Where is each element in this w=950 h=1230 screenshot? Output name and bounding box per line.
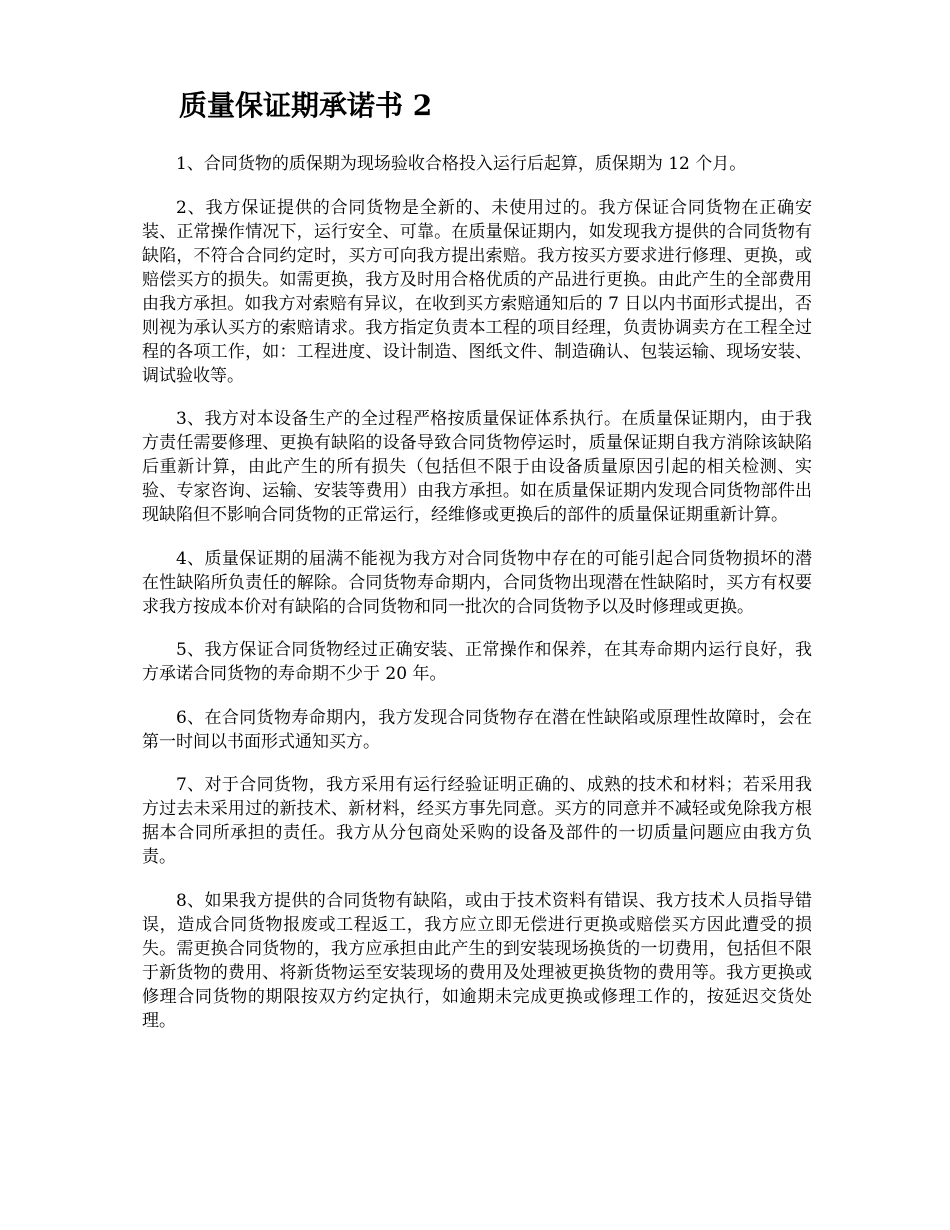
clause-8: 8、如果我方提供的合同货物有缺陷，或由于技术资料有错误、我方技术人员指导错误，造成合同货物报废或工程返工，我方应立即无偿进行更换或赔偿买方因此遭受的损失。需更换合同货物的，我方应承担由此产生的到安装现场换货的一切费用，包括但不限于新货物的费用、将新货物运至安装现场的费用及处理被更换货物的费用等。我方更换或修理合同货物的期限按双方约定执行，如逾期未完成更换或修理工作的，按延迟交货处理。 [142, 890, 812, 1031]
clause-6: 6、在合同货物寿命期内，我方发现合同货物存在潜在性缺陷或原理性故障时，会在第一时间以书面形式通知买方。 [142, 707, 812, 752]
clause-1: 1、合同货物的质保期为现场验收合格投入运行后起算，质保期为 12 个月。 [176, 154, 747, 174]
document-body [142, 152, 812, 1033]
clause-2: 2、我方保证提供的合同货物是全新的、未使用过的。我方保证合同货物在正确安装、正常操作情况下，运行安全、可靠。在质量保证期内，如发现我方提供的合同货物有缺陷，不符合合同约定时，买方可向我方提出索赔。我方按买方要求进行修理、更换，或赔偿买方的损失。如需更换，我方及时用合格优质的产品进行更换。由此产生的全部费用由我方承担。如我方对索赔有异议，在收到买方索赔通知后的 7 日以内书面形式提出，否则视为承认买方的索赔请求。我方指定负责本工程的项目经理，负责协调卖方在工程全过程的各项工作，如：工程进度、设计制造、图纸文件、制造确认、包装运输、现场安装、调试验收等。 [142, 197, 812, 386]
clause-7: 7、对于合同货物，我方采用有运行经验证明正确的、成熟的技术和材料；若采用我方过去未采用过的新技术、新材料，经买方事先同意。买方的同意并不减轻或免除我方根据本合同所承担的责任。我方从分包商处采购的设备及部件的一切质量问题应由我方负责。 [142, 775, 812, 867]
clause-5: 5、我方保证合同货物经过正确安装、正常操作和保养，在其寿命期内运行良好，我方承诺合同货物的寿命期不少于 20 年。 [142, 640, 812, 684]
clause-4: 4、质量保证期的届满不能视为我方对合同货物中存在的可能引起合同货物损坏的潜在性缺陷所负责任的解除。合同货物寿命期内，合同货物出现潜在性缺陷时，买方有权要求我方按成本价对有缺陷的合同货物和同一批次的合同货物予以及时修理或更换。 [142, 548, 812, 617]
document-title: 质量保证期承诺书 2 [179, 89, 433, 122]
clause-3: 3、我方对本设备生产的全过程严格按质量保证体系执行。在质量保证期内，由于我方责任需要修理、更换有缺陷的设备导致合同货物停运时，质量保证期自我方消除该缺陷后重新计算，由此产生的所有损失（包括但不限于由设备质量原因引起的相关检测、实验、专家咨询、运输、安装等费用）由我方承担。如在质量保证期内发现合同货物部件出现缺陷但不影响合同货物的正常运行，经维修或更换后的部件的质量保证期重新计算。 [142, 409, 812, 525]
